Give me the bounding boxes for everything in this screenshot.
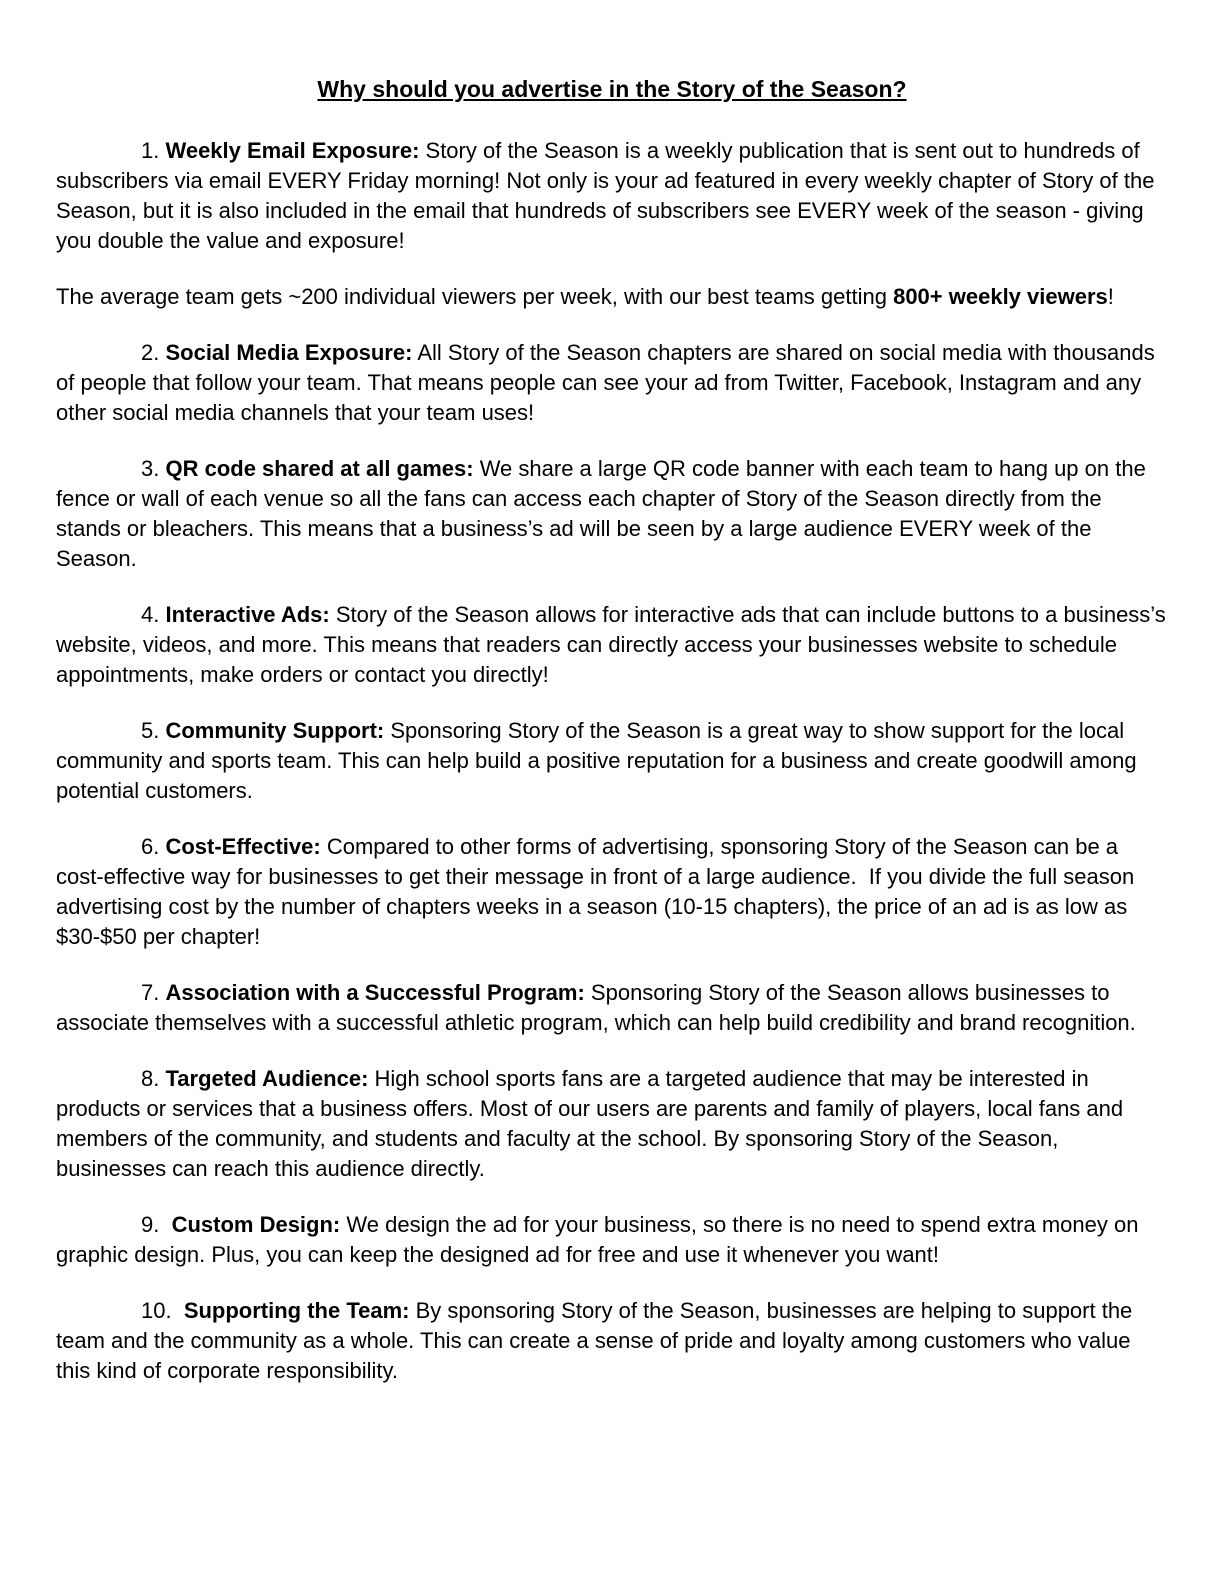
paragraph [56, 716, 1168, 806]
text-run: ! [1107, 284, 1114, 309]
text-run: 9. [141, 1212, 172, 1237]
text-run: 5. [141, 718, 166, 743]
bold-text-run: Targeted Audience: [165, 1066, 369, 1091]
text-run: All Story of the Season chapters are shared on social media with thousands of people that follow your team. That means people can see your ad from Twitter, Facebook, Instagram and any other social media channels that your team uses! [56, 340, 1161, 425]
text-run: High school sports fans are a targeted audience that may be interested in products or services that a business offers. Most of our users are parents and family of players, local fans and members of the community, and students and faculty at the school. By sponsoring Story of the Season, businesses can reach this audience directly. [56, 1066, 1130, 1181]
bold-text-run: Cost-Effective: [165, 834, 321, 859]
text-run: We design the ad for your business, so there is no need to spend extra money on graphic design. Plus, you can keep the designed ad for free and use it whenever you want! [56, 1212, 1145, 1267]
text-run: 1. [141, 138, 166, 163]
document-title: Why should you advertise in the Story of the Season? [317, 76, 907, 102]
paragraph [56, 282, 1168, 312]
text-run: We share a large QR code banner with each team to hang up on the fence or wall of each venue so all the fans can access each chapter of Story of the Season directly from the stands or bleachers. This means that a business’s ad will be seen by a large audience EVERY week of the Season. [56, 456, 1152, 571]
text-run: 7. [141, 980, 166, 1005]
bold-text-run: Social Media Exposure: [165, 340, 413, 365]
paragraph [56, 832, 1168, 952]
text-run: 8. [141, 1066, 166, 1091]
bold-text-run: Community Support: [165, 718, 385, 743]
bold-text-run: Supporting the Team: [183, 1298, 410, 1323]
text-run: 3. [141, 456, 166, 481]
text-run: Sponsoring Story of the Season allows businesses to associate themselves with a successful athletic program, which can help build credibility and brand recognition. [56, 980, 1136, 1035]
paragraph [56, 454, 1168, 574]
document-body [56, 136, 1172, 1386]
text-run: 4. [141, 602, 166, 627]
text-run: 10. [141, 1298, 184, 1323]
text-run: Sponsoring Story of the Season is a great way to show support for the local community and sports team. This can help build a positive reputation for a business and create goodwill among potential customers. [56, 718, 1143, 803]
bold-text-run: Association with a Successful Program: [165, 980, 585, 1005]
bold-text-run: Custom Design: [171, 1212, 341, 1237]
paragraph [56, 1210, 1168, 1270]
text-run: By sponsoring Story of the Season, businesses are helping to support the team and the community as a whole. This can create a sense of pride and loyalty among customers who value this kind of corporate responsibility. [56, 1298, 1139, 1383]
paragraph [56, 136, 1168, 256]
bold-text-run: Weekly Email Exposure: [165, 138, 420, 163]
bold-text-run: 800+ weekly viewers [893, 284, 1108, 309]
bold-text-run: Interactive Ads: [165, 602, 330, 627]
bold-text-run: QR code shared at all games: [165, 456, 474, 481]
paragraph [56, 1064, 1168, 1184]
text-run: 2. [141, 340, 166, 365]
paragraph [56, 1296, 1168, 1386]
paragraph [56, 600, 1172, 690]
paragraph [56, 338, 1168, 428]
text-run: Story of the Season allows for interactive ads that can include buttons to a business’s website, videos, and more. This means that readers can directly access your businesses website to schedule appointments, make orders or contact you directly! [56, 602, 1172, 687]
paragraph [56, 978, 1168, 1038]
text-run: Story of the Season is a weekly publication that is sent out to hundreds of subscribers via email EVERY Friday morning! Not only is your ad featured in every weekly chapter of Story of the Season, but it is also included in the email that hundreds of subscribers see EVERY week of the season - giving you double the value and exposure! [56, 138, 1161, 253]
text-run: 6. [141, 834, 166, 859]
text-run: Compared to other forms of advertising, sponsoring Story of the Season can be a cost-effective way for businesses to get their message in front of a large audience. If you divide the full season advertising cost by the number of chapters weeks in a season (10-15 chapters), the price of an ad is as low as $30-$50 per chapter! [56, 834, 1141, 949]
text-run: The average team gets ~200 individual viewers per week, with our best teams getting [56, 284, 894, 309]
